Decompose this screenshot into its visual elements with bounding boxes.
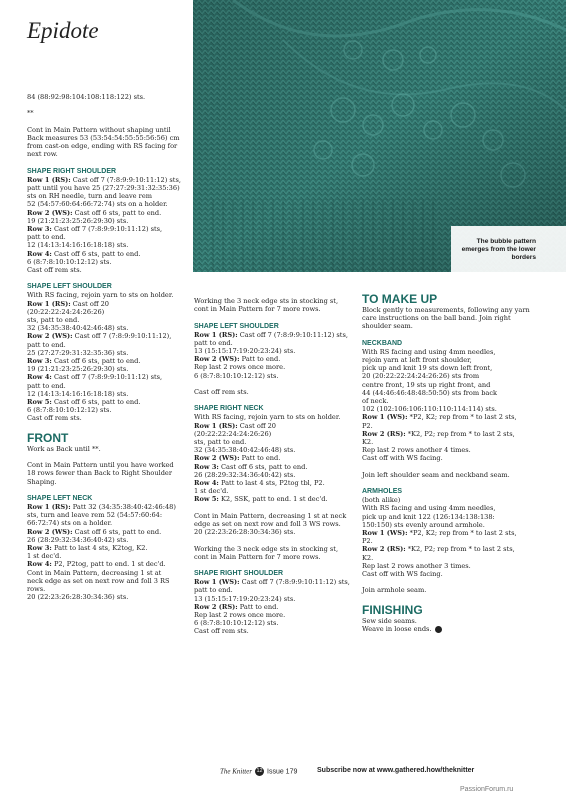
line: Row 1 (WS): *P2, K2; rep from * to last 2 sts, xyxy=(362,413,517,422)
heading-shape-right-shoulder-front: SHAPE RIGHT SHOULDER xyxy=(194,570,284,578)
line: Row 5: K2, SSK, patt to end. 1 st dec'd. xyxy=(194,495,328,504)
line: 32 (34:35:38:40:42:46:48) sts. xyxy=(27,324,129,333)
row-label: Row 2 (RS): xyxy=(362,429,406,438)
row-label: Row 3: xyxy=(194,462,219,471)
line: centre front, 19 sts up right front, and xyxy=(362,380,491,389)
row-label: Row 2 (RS): xyxy=(362,545,406,554)
line: P2. xyxy=(362,421,373,430)
line: patt to end. xyxy=(27,233,66,242)
knit-texture-image xyxy=(193,0,566,272)
line: sts, turn and leave rem 52 (54:57:60:64: xyxy=(27,511,163,520)
line: Row 2 (WS): Cast off 6 sts, patt to end. xyxy=(27,527,162,536)
line: 20 (22:23:26:28:30:34:36) sts. xyxy=(27,593,129,602)
shape-left-shoulder-front-lines xyxy=(194,331,354,380)
row-label: Row 1 (WS): xyxy=(194,578,240,587)
line: neck edge as set on next row and foll 3 RS xyxy=(27,576,170,585)
working-neck-edge: Working the 3 neck edge sts in stocking st, cont in Main Pattern for 7 more rows. xyxy=(194,297,339,314)
line: P2. xyxy=(362,537,373,546)
heading-shape-left-shoulder-front: SHAPE LEFT SHOULDER xyxy=(194,322,279,330)
row-label: Row 5: xyxy=(27,398,52,407)
line: 19 (21:21:23:25:26:29:30) sts. xyxy=(27,216,129,225)
line: Cast off with WS facing. xyxy=(362,454,443,463)
line: patt to end. xyxy=(27,381,66,390)
heading-shape-right-shoulder: SHAPE RIGHT SHOULDER xyxy=(27,167,117,175)
cont-main-sts: 20 (22:23:26:28:30:34:36) sts. xyxy=(194,528,296,537)
watermark: PassionForum.ru xyxy=(460,786,514,793)
to-make-up-text: Block gently to measurements, following any yarn care instructions on the ball band. Join right shoulder seam. xyxy=(362,306,530,331)
line: Row 1 (RS): Cast off 20 (20:22:22:24:24:26:26) xyxy=(27,299,109,316)
line: rejoin yarn at left front shoulder, xyxy=(362,356,472,364)
line: Cont in Main Pattern, decreasing 1 st at xyxy=(27,568,162,577)
line: 52 (54:57:60:64:66:72:74) sts on a holder. xyxy=(27,200,168,209)
row-label: Row 1 (RS): xyxy=(27,503,71,512)
line: Row 4: Cast off 6 sts, patt to end. xyxy=(27,249,141,258)
line: Row 1 (WS): Cast off 7 (7:8:9:9:10:11:12) sts, xyxy=(194,578,350,587)
issue: Issue 179 xyxy=(267,768,298,776)
heading-neckband: NECKBAND xyxy=(362,339,403,347)
heading-to-make-up: TO MAKE UP xyxy=(362,292,438,306)
page-title: Epidote xyxy=(27,18,99,43)
work-as-back: Work as Back until **. xyxy=(27,444,101,453)
shape-left-shoulder-lines xyxy=(27,291,183,422)
heading-shape-right-neck: SHAPE RIGHT NECK xyxy=(194,405,264,413)
finishing-line-2-wrap xyxy=(362,625,532,633)
line: Row 1 (RS): Cast off 7 (7:8:9:9:10:11:12) sts, xyxy=(194,330,348,339)
row-label: Row 5: xyxy=(194,495,219,504)
line: Row 2 (RS): Patt to end. xyxy=(194,602,279,611)
line: 13 (15:15:17:19:20:23:24) sts. xyxy=(194,347,296,355)
end-mark-icon xyxy=(435,626,442,633)
line: pick up and knit 19 sts down left front, xyxy=(362,364,493,373)
armholes-lines xyxy=(362,496,532,578)
line: 25 (27:27:29:31:32:35:36) sts. xyxy=(27,348,129,357)
page-number: 12 xyxy=(256,768,263,774)
row-label: Row 2 (WS): xyxy=(194,454,240,463)
shape-right-neck-lines xyxy=(194,413,354,503)
line: of neck. xyxy=(362,397,389,406)
heading-finishing: FINISHING xyxy=(362,602,423,617)
line: Row 3: Cast off 6 sts, patt to end. xyxy=(27,357,141,366)
line: Row 1 (RS): Cast off 20 (20:22:22:24:24:26:26) xyxy=(194,421,276,438)
row-label: Row 2 (WS): xyxy=(27,332,73,341)
line: 1 st dec'd. xyxy=(27,552,62,561)
line: Row 1 (RS): Patt 32 (34:35:38:40:42:46:48) xyxy=(27,503,176,512)
line: Rep last 2 rows once more. xyxy=(194,363,286,372)
line: sts on RH needle, turn and leave rem xyxy=(27,192,152,201)
line: pick up and knit 122 (126:134:138:138: xyxy=(362,512,495,521)
line: 12 (14:13:14:16:16:18:18) sts. xyxy=(27,389,129,398)
cast-off-rem: Cast off rem sts. xyxy=(194,388,249,396)
line: With RS facing, rejoin yarn to sts on holder. xyxy=(194,413,341,422)
line: 12 (14:13:14:16:16:18:18) sts. xyxy=(27,241,129,250)
line: 6 (8:7:8:10:10:12:12) sts. xyxy=(27,406,112,415)
cont-main-pattern: Cont in Main Pattern without shaping until Back measures 53 (53:54:54:55:55:56:56) cm from cast-on edge, ending with RS facing for next row. xyxy=(27,125,180,159)
heading-front: FRONT xyxy=(27,430,69,445)
line: Row 3: Patt to last 4 sts, K2tog, K2. xyxy=(27,544,148,553)
column-1 xyxy=(27,93,183,601)
photo-caption: The bubble pattern emerges from the lower borders xyxy=(461,238,536,262)
line: patt to end. xyxy=(194,586,233,595)
line: 6 (8:7:8:10:10:12:12) sts. xyxy=(194,619,279,628)
line: Row 1 (WS): *P2, K2; rep from * to last 2 sts, xyxy=(362,529,517,538)
heading-shape-left-shoulder: SHAPE LEFT SHOULDER xyxy=(27,283,112,291)
row-label: Row 1 (RS): xyxy=(27,299,71,308)
row-label: Row 2 (WS): xyxy=(27,527,73,536)
line: patt to end. xyxy=(27,340,66,349)
column-2 xyxy=(194,297,354,636)
line: sts, patt to end. xyxy=(194,438,247,446)
line: Cast off rem sts. xyxy=(27,266,82,275)
line: 1 st dec'd. xyxy=(194,487,229,496)
line: K2. xyxy=(362,438,374,447)
marker: ** xyxy=(27,109,34,118)
line: Row 2 (WS): Patt to end. xyxy=(194,454,281,463)
line: K2. xyxy=(362,553,374,562)
row-label: Row 4: xyxy=(27,373,52,382)
line: patt to end. xyxy=(194,338,233,347)
line: Rep last 2 rows another 3 times. xyxy=(362,561,471,570)
shape-left-neck-lines xyxy=(27,503,183,601)
line: With RS facing and using 4mm needles, xyxy=(362,504,496,513)
sts-intro: 84 (88:92:98:104:108:118:122) sts. xyxy=(27,93,146,101)
line: 26 (28:29:32:34:36:40:42) sts. xyxy=(27,535,129,544)
line: 32 (34:35:38:40:42:46:48) sts. xyxy=(194,446,296,455)
line: 13 (15:15:17:19:20:23:24) sts. xyxy=(194,594,296,603)
heading-armholes: ARMHOLES xyxy=(362,488,403,496)
row-label: Row 2 (WS): xyxy=(194,355,240,364)
line: Row 2 (RS): *K2, P2; rep from * to last 2 sts, xyxy=(362,429,515,438)
line: 6 (8:7:8:10:10:12:12) sts. xyxy=(194,371,279,380)
line: Row 3: Cast off 7 (7:8:9:9:10:11:12) sts, xyxy=(27,225,163,233)
cont-main-decrease: Cont in Main Pattern, decreasing 1 st at neck edge as set on next row and foll 3 WS rows. xyxy=(194,511,347,529)
line: Row 1 (RS): Cast off 7 (7:8:9:9:10:11:12) sts, xyxy=(27,175,181,184)
row-label: Row 1 (RS): xyxy=(194,421,238,430)
line: 102 (102:106:106:110:110:114:114) sts. xyxy=(362,405,497,414)
line: Row 5: Cast off 6 sts, patt to end. xyxy=(27,398,141,407)
line: Rep last 2 rows another 4 times. xyxy=(362,446,471,455)
row-label: Row 3: xyxy=(27,357,52,366)
line: 150:150) sts evenly around armhole. xyxy=(362,520,485,529)
line: Cast off rem sts. xyxy=(27,414,82,423)
shape-right-shoulder-lines xyxy=(27,176,183,274)
line: rows. xyxy=(27,585,46,594)
finishing-line-1: Sew side seams. xyxy=(362,616,417,625)
line: 44 (44:46:46:48:48:50:50) sts from back xyxy=(362,388,498,397)
line: (both alike) xyxy=(362,496,401,505)
neckband-lines xyxy=(362,348,532,463)
row-label: Row 4: xyxy=(194,479,219,488)
row-label: Row 1 (WS): xyxy=(362,413,408,422)
column-3 xyxy=(362,292,532,633)
row-label: Row 1 (RS): xyxy=(27,175,71,184)
line: Rep last 2 rows once more. xyxy=(194,611,286,620)
line: patt until you have 25 (27:27:29:31:32:35:36) xyxy=(27,183,180,192)
line: 26 (28:29:32:34:36:40:42) sts. xyxy=(194,470,296,479)
row-label: Row 4: xyxy=(27,560,52,569)
line: sts, patt to end. xyxy=(27,316,80,325)
line: Row 4: P2, P2tog, patt to end. 1 st dec'd. xyxy=(27,560,166,569)
line: 6 (8:7:8:10:10:12:12) sts. xyxy=(27,257,112,266)
line: Cast off with WS facing. xyxy=(362,570,443,579)
line: With RS facing and using 4mm needles, xyxy=(362,347,496,356)
working-neck-edge-2: Working the 3 neck edge sts in stocking st, cont in Main Pattern for 7 more rows. xyxy=(194,544,339,561)
line: Row 2 (WS): Cast off 6 sts, patt to end. xyxy=(27,208,162,217)
line: Row 4: Patt to last 4 sts, P2tog tbl, P2. xyxy=(194,479,325,488)
footer-subscribe[interactable]: Subscribe now at www.gathered.how/theknitter xyxy=(317,767,475,774)
line: 66:72:74) sts on a holder. xyxy=(27,519,113,528)
front-cont-main: Cont in Main Pattern until you have worked 18 rows fewer than Back to Right Shoulder Shaping. xyxy=(27,461,174,486)
line: Row 2 (WS): Patt to end. xyxy=(194,355,281,364)
heading-shape-left-neck: SHAPE LEFT NECK xyxy=(27,495,93,503)
sweater-photo xyxy=(193,0,566,272)
line: Row 4: Cast off 7 (7:8:9:9:10:11:12) sts, xyxy=(27,373,163,382)
line: 20 (20:22:22:24:24:26:26) sts from xyxy=(362,372,480,381)
row-label: Row 4: xyxy=(27,249,52,258)
magazine-name: The Knitter xyxy=(220,767,253,776)
row-label: Row 1 (RS): xyxy=(194,330,238,339)
line: Row 2 (WS): Cast off 7 (7:8:9:9:10:11:12), xyxy=(27,332,172,341)
footer-left xyxy=(220,767,297,776)
line: Row 2 (RS): *K2, P2; rep from * to last 2 sts, xyxy=(362,545,515,554)
row-label: Row 3: xyxy=(27,544,52,553)
row-label: Row 1 (WS): xyxy=(362,529,408,538)
neckband-join: Join left shoulder seam and neckband seam. xyxy=(362,470,510,479)
row-label: Row 2 (WS): xyxy=(27,208,73,217)
armhole-join: Join armhole seam. xyxy=(362,586,427,595)
row-label: Row 3: xyxy=(27,225,52,233)
finishing-line-2: Weave in loose ends. xyxy=(362,625,432,634)
line: Cast off rem sts. xyxy=(194,627,249,636)
row-label: Row 2 (RS): xyxy=(194,602,238,611)
shape-right-shoulder-front-lines xyxy=(194,578,354,635)
line: Row 3: Cast off 6 sts, patt to end. xyxy=(194,462,308,471)
line: With RS facing, rejoin yarn to sts on holder. xyxy=(27,291,174,300)
line: 19 (21:21:23:25:26:29:30) sts. xyxy=(27,365,129,374)
